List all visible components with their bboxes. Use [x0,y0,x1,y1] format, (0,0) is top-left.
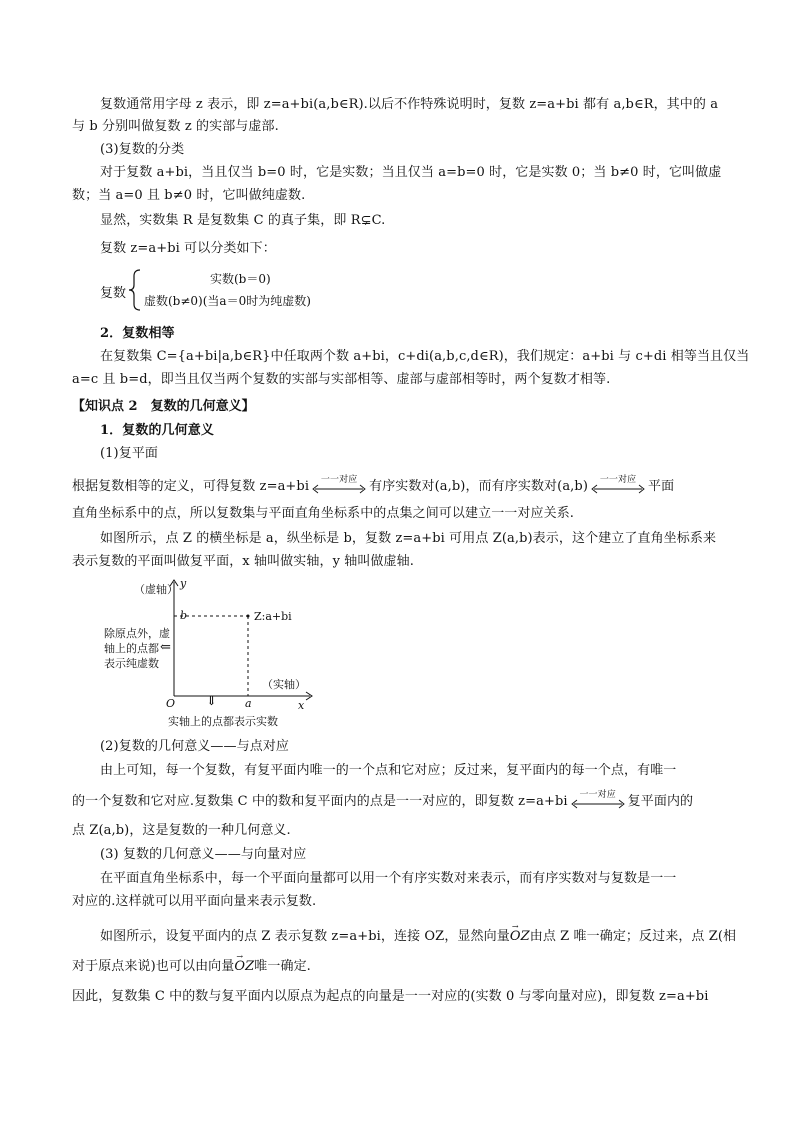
paragraph-point-end: 点 Z(a,b)，这是复数的一种几何意义. [72,823,291,838]
section-heading-classification: (3)复数的分类 [100,142,185,157]
paragraph-subset: 显然，实数集 R 是复数集 C 的真子集，即 R⊊C. [100,213,386,228]
paragraph-figure-desc: 如图所示，点 Z 的横坐标是 a，纵坐标是 b，复数 z=a+bi 可用点 Z(a,b)表示，这个建立了直角坐标系来 [100,531,717,546]
heading-vector-correspondence: (3) 复数的几何意义——与向量对应 [100,847,307,862]
text-fragment: 如图所示，设复平面内的点 Z 表示复数 z=a+bi，连接 OZ，显然向量 [100,929,510,944]
text-fragment: 平面 [648,479,675,494]
text-fragment: 复平面内的 [627,794,694,809]
text-fragment: 唯一确定. [254,959,311,974]
vector-oz: → OZ [234,958,254,976]
imag-axis-note-line1: 除原点外，虚 [104,627,170,640]
double-arrow-icon [590,484,646,494]
text-fragment: 的一个复数和它对应.复数集 C 中的数和复平面内的点是一一对应的，即复数 z=a+bi [72,794,568,809]
paragraph-notation: 复数通常用字母 z 表示，即 z=a+bi(a,b∈R).以后不作特殊说明时，复数 z=a+bi 都有 a,b∈R，其中的 a [100,97,719,112]
left-arrow-icon: ⇐ [160,640,171,655]
complex-plane-figure [96,576,326,736]
one-to-one-arrow [590,475,646,496]
paragraph-vector-cont: 对应的.这样就可以用平面向量来表示复数. [72,894,317,909]
heading-complex-plane: (1)复平面 [100,446,159,461]
real-axis-note: 实轴上的点都表示实数 [168,715,278,728]
text-fragment: 对于原点来说)也可以由向量 [72,959,235,974]
vector-oz: → OZ [510,928,530,946]
double-arrow-icon [570,799,626,809]
classification-imag: 虚数(b≠0)(当a＝0时为纯虚数) [144,294,311,308]
paragraph-vector-oz [100,928,736,946]
left-brace-icon [128,268,142,312]
heading-complex-equality: 2．复数相等 [100,326,175,341]
origin-label: O [166,697,176,710]
arrow-label: 一一对应 [320,475,358,485]
arrow-label: 一一对应 [599,475,637,485]
text-fragment: 根据复数相等的定义，可得复数 z=a+bi [72,479,310,494]
text-fragment: 由点 Z 唯一确定；反过来，点 Z(相 [529,929,737,944]
paragraph-figure-desc-cont: 表示复数的平面叫做复平面，x 轴叫做实轴，y 轴叫做虚轴. [72,554,414,569]
paragraph-point: 由上可知，每一个复数，有复平面内唯一的一个点和它对应；反过来，复平面内的每一个点，有唯一 [100,763,677,778]
paragraph-classification: 对于复数 a+bi，当且仅当 b=0 时，它是实数；当且仅当 a=b=0 时，它是实数 0；当 b≠0 时，它叫做虚 [100,165,722,180]
y-axis-label: y [180,577,187,590]
paragraph-point-cont [72,790,694,811]
double-arrow-icon [311,484,367,494]
imag-axis-note-line2: 轴上的点都 [104,642,159,655]
heading-geometric-meaning: 1．复数的几何意义 [100,423,214,438]
classification-real: 实数(b＝0) [210,272,271,286]
a-tick-label: a [245,697,252,710]
b-tick-label: b [180,609,188,622]
point-z-label: Z:a+bi [254,610,292,623]
down-arrow-icon: ⇓ [206,694,217,709]
text-fragment: 有序实数对(a,b)，而有序实数对(a,b) [369,479,589,494]
paragraph-equality-cont: a=c 且 b=d，即当且仅当两个复数的实部与实部相等、虚部与虚部相等时，两个复数才相等. [72,372,611,387]
one-to-one-arrow [311,475,367,496]
paragraph-equality: 在复数集 C={a+bi|a,b∈R}中任取两个数 a+bi，c+di(a,b,c,d∈R)，我们规定：a+bi 与 c+di 相等当且仅当 [100,349,750,364]
heading-point-correspondence: (2)复数的几何意义——与点对应 [100,739,290,754]
one-to-one-arrow [570,790,626,811]
paragraph-correspondence [72,475,675,496]
paragraph-vector: 在平面直角坐标系中，每一个平面向量都可以用一个有序实数对来表示，而有序实数对与复数是一一 [100,871,677,886]
x-axis-label: x [298,699,305,712]
knowledge-point-heading: 【知识点 2 复数的几何意义】 [72,399,255,414]
classification-brace-block [100,268,420,312]
real-axis-label: （实轴） [262,678,306,691]
classification-label: 复数 [100,286,127,301]
paragraph-classification-cont: 数；当 a=0 且 b≠0 时，它叫做纯虚数. [72,188,306,203]
arrow-label: 一一对应 [579,790,616,800]
paragraph-conclusion: 因此，复数集 C 中的数与复平面内以原点为起点的向量是一一对应的(实数 0 与零向量对应)，即复数 z=a+bi [72,989,709,1004]
paragraph-classify-intro: 复数 z=a+bi 可以分类如下： [100,241,276,256]
paragraph-vector-oz-cont [72,958,311,976]
imag-axis-note-line3: 表示纯虚数 [104,657,159,670]
imaginary-axis-label: （虚轴） [134,583,178,596]
paragraph-notation-cont: 与 b 分别叫做复数 z 的实部与虚部. [72,119,279,134]
paragraph-correspondence-cont: 直角坐标系中的点，所以复数集与平面直角坐标系中的点集之间可以建立一一对应关系. [72,506,575,521]
